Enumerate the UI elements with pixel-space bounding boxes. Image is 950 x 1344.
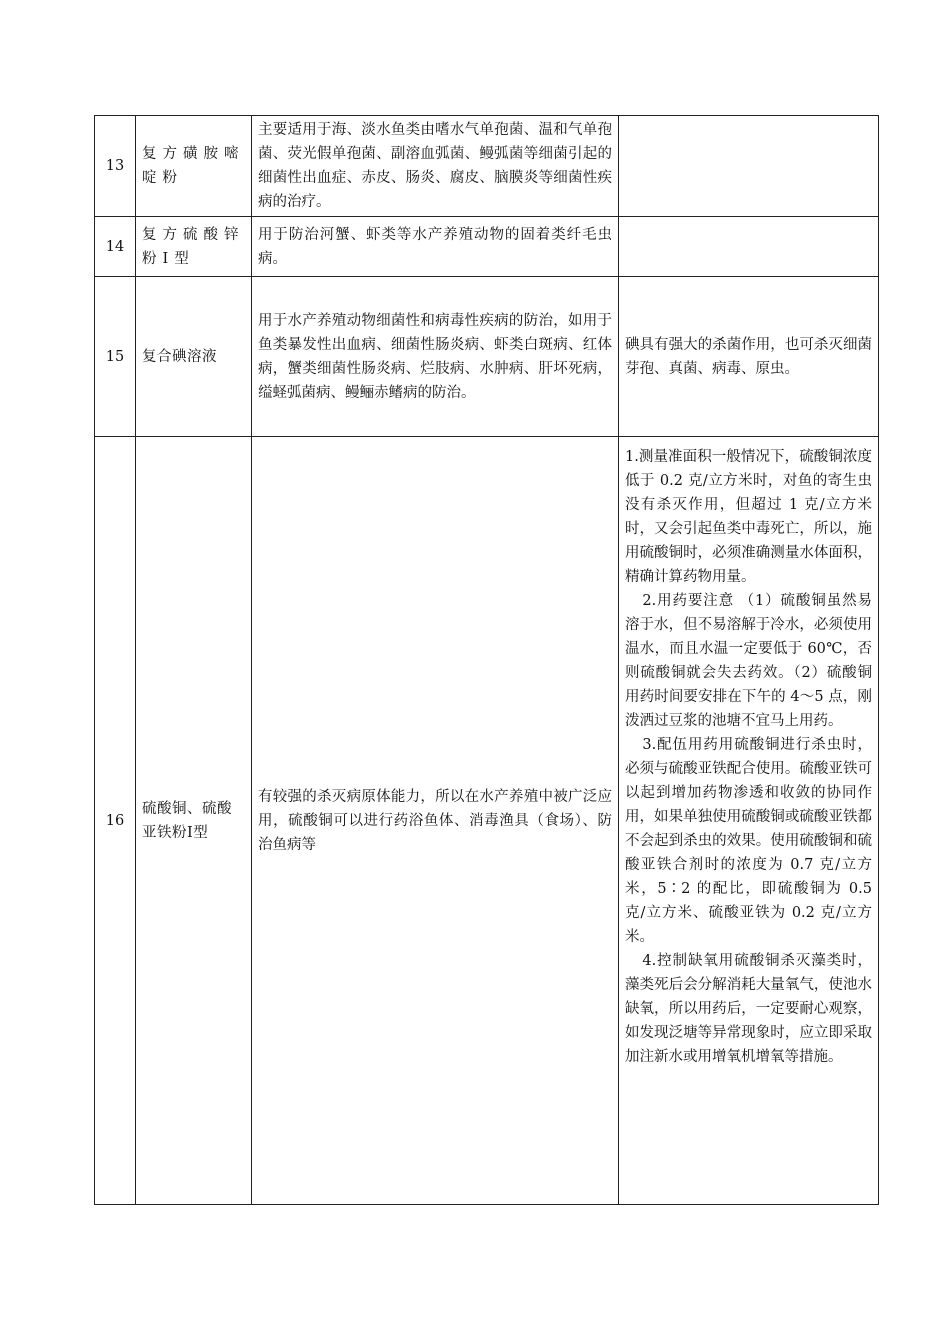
drug-name: 复合碘溶液 [136, 277, 252, 437]
note-paragraph: 3.配伍用药用硫酸铜进行杀虫时，必须与硫酸亚铁配合使用。硫酸亚铁可以起到增加药物渗透和收敛的协同作用，如果单独使用硫酸铜或硫酸亚铁都不会起到杀虫的效果。使用硫酸铜和硫酸亚铁合剂时的浓度为 0.7 克/立方米，5∶2 的配比，即硫酸铜为 0.5 克/立方米、硫酸亚铁为 0.2 克/立方米。 [625, 737, 872, 945]
row-number: 16 [95, 437, 136, 1205]
row-number: 15 [95, 277, 136, 437]
row-number: 14 [95, 217, 136, 277]
drug-table [94, 115, 879, 1205]
drug-name: 硫酸铜、硫酸亚铁粉Ⅰ型 [136, 437, 252, 1205]
drug-note [619, 217, 879, 277]
drug-usage: 用于防治河蟹、虾类等水产养殖动物的固着类纤毛虫病。 [252, 217, 619, 277]
drug-note [619, 437, 879, 1205]
drug-usage: 主要适用于海、淡水鱼类由嗜水气单孢菌、温和气单孢菌、荧光假单孢菌、副溶血弧菌、鳗弧菌等细菌引起的细菌性出血症、赤皮、肠炎、腐皮、脑膜炎等细菌性疾病的治疗。 [252, 116, 619, 217]
drug-usage: 用于水产养殖动物细菌性和病毒性疾病的防治，如用于鱼类暴发性出血病、细菌性肠炎病、虾类白斑病、红体病，蟹类细菌性肠炎病、烂肢病、水肿病、肝坏死病，缢蛏弧菌病、鳗鲡赤鳍病的防治。 [252, 277, 619, 437]
table-row [95, 437, 879, 1205]
drug-name: 复方磺胺嘧啶粉 [136, 116, 252, 217]
table-row [95, 277, 879, 437]
drug-note: 碘具有强大的杀菌作用，也可杀灭细菌芽孢、真菌、病毒、原虫。 [619, 277, 879, 437]
table-row [95, 217, 879, 277]
note-paragraph: 4.控制缺氧用硫酸铜杀灭藻类时，藻类死后会分解消耗大量氧气，使池水缺氧，所以用药后，一定要耐心观察，如发现泛塘等异常现象时，应立即采取加注新水或用增氧机增氧等措施。 [625, 953, 872, 1065]
note-paragraph: 1.测量准面积一般情况下，硫酸铜浓度低于 0.2 克/立方米时，对鱼的寄生虫没有杀灭作用，但超过 1 克/立方米时，又会引起鱼类中毒死亡，所以，施用硫酸铜时，必须准确测量水体面积，精确计算药物用量。 [625, 449, 872, 585]
drug-note [619, 116, 879, 217]
drug-name: 复方硫酸锌粉Ⅰ型 [136, 217, 252, 277]
drug-usage: 有较强的杀灭病原体能力，所以在水产养殖中被广泛应用，硫酸铜可以进行药浴鱼体、消毒渔具（食场）、防治鱼病等 [252, 437, 619, 1205]
row-number: 13 [95, 116, 136, 217]
table-row [95, 116, 879, 217]
note-paragraph: 2.用药要注意 （1）硫酸铜虽然易溶于水，但不易溶解于冷水，必须使用温水，而且水温一定要低于 60℃，否则硫酸铜就会失去药效。（2）硫酸铜用药时间要安排在下午的 4～5 点，刚泼洒过豆浆的池塘不宜马上用药。 [625, 593, 872, 729]
